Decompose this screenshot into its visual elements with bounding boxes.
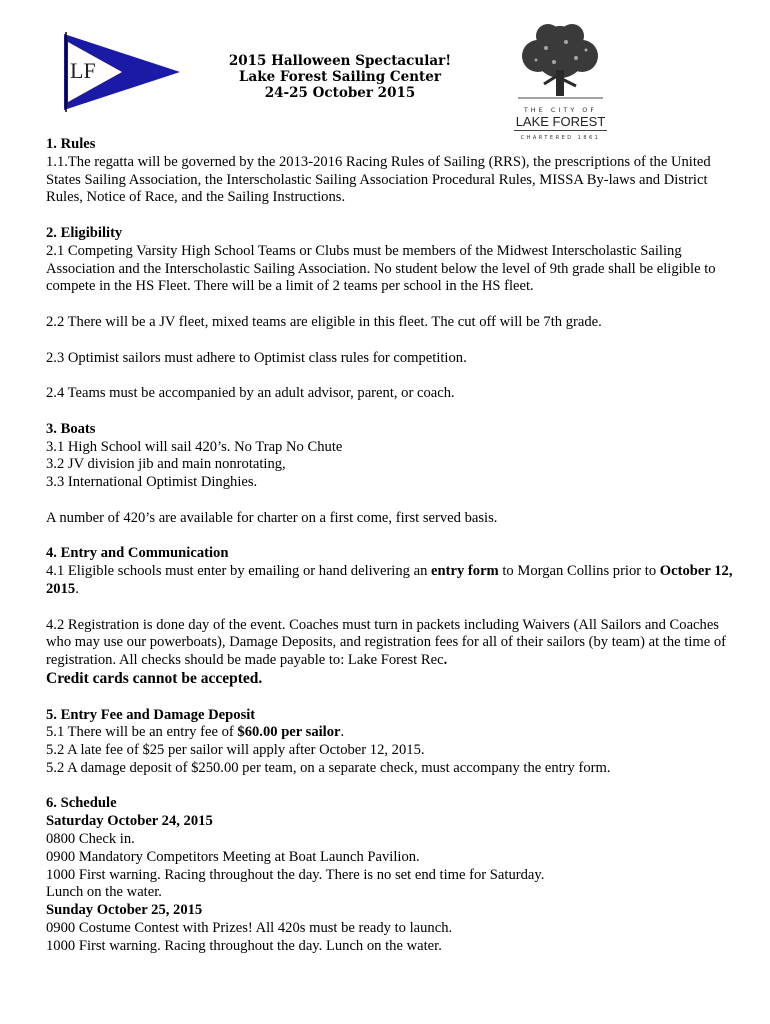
schedule-item: Lunch on the water. [46, 884, 162, 901]
document-body [46, 136, 736, 956]
schedule-item: 0800 Check in. [46, 831, 135, 848]
entry-form-emphasis: entry form [431, 563, 499, 580]
boats-3-3: 3.3 International Optimist Dinghies. [46, 474, 258, 491]
section-heading-fees: 5. Entry Fee and Damage Deposit [46, 706, 256, 723]
entry-deadline: October 12, 2015 [46, 563, 733, 597]
boats-3-1: 3.1 High School will sail 420’s. No Trap No Chute [46, 438, 343, 455]
boats-3-2: 3.2 JV division jib and main nonrotating, [46, 456, 286, 473]
tree-icon [508, 22, 613, 106]
section-heading-entry: 4. Entry and Communication [46, 545, 229, 562]
section-heading-rules: 1. Rules [46, 136, 96, 152]
eligibility-2-3: 2.3 Optimist sailors must adhere to Optimist class rules for competition. [46, 349, 467, 366]
fee-5-1: 5.1 There will be an entry fee of $60.00 per sailor. [46, 724, 345, 741]
fee-5-2-late: 5.2 A late fee of $25 per sailor will apply after October 12, 2015. [46, 742, 425, 759]
logo-city-of: THE CITY OF [523, 106, 598, 114]
fee-5-2-deposit: 5.2 A damage deposit of $250.00 per team, on a separate check, must accompany the entry form. [46, 759, 611, 776]
schedule-item: 0900 Costume Contest with Prizes! All 420s must be ready to launch. [46, 920, 453, 937]
schedule-item: 1000 First warning. Racing throughout the day. Lunch on the water. [46, 937, 442, 954]
event-title: 2015 Halloween Spectacular! [228, 53, 452, 69]
credit-card-notice: Credit cards cannot be accepted. [46, 669, 263, 687]
event-venue: Lake Forest Sailing Center [239, 69, 441, 85]
rules-paragraph: 1.1.The regatta will be governed by the 2013-2016 Racing Rules of Sailing (RRS), the prescriptions of the United States Sailing Association, the Interscholastic Sailing Association Procedural Rules, MISSA By-laws and District Rules, Notice of Race, and the Sailing Instructions. [46, 153, 711, 206]
schedule-item: 0900 Mandatory Competitors Meeting at Boat Launch Pavilion. [46, 848, 420, 865]
logo-chartered: CHARTERED 1861 [520, 135, 601, 141]
entry-fee-amount: $60.00 per sailor [237, 724, 341, 741]
schedule-saturday-heading: Saturday October 24, 2015 [46, 813, 213, 830]
charter-note: A number of 420’s are available for charter on a first come, first served basis. [46, 509, 498, 526]
event-dates: 24-25 October 2015 [264, 85, 416, 101]
eligibility-2-1: 2.1 Competing Varsity High School Teams or Clubs must be members of the Midwest Interscholastic Sailing Association and the Interscholastic Sailing Association. No student below the level of 9th grade shall be eligible to compete in the HS Fleet. There will be a limit of 2 teams per school in the HS fleet. [46, 242, 716, 295]
eligibility-2-4: 2.4 Teams must be accompanied by an adult advisor, parent, or coach. [46, 385, 455, 402]
eligibility-2-2: 2.2 There will be a JV fleet, mixed teams are eligible in this fleet. The cut off will be 7th grade. [46, 313, 602, 330]
city-of-lake-forest-logo [508, 22, 613, 141]
section-heading-boats: 3. Boats [46, 420, 96, 437]
sailing-center-burgee-logo [62, 32, 182, 112]
event-title-block [205, 53, 475, 101]
entry-4-1: 4.1 Eligible schools must enter by emailing or hand delivering an entry form to Morgan Collins prior to October 12, 2015. [46, 563, 733, 597]
schedule-item: 1000 First warning. Racing throughout the day. There is no set end time for Saturday. [46, 866, 545, 883]
entry-4-2: 4.2 Registration is done day of the event. Coaches must turn in packets including Waivers (All Sailors and Coaches who may use our powerboats), Damage Deposits, and registration fees for all of their sailors (by team) at the time of registration. All checks should be made payable to: Lake Forest Rec. Credit cards cannot be accepted. [46, 616, 727, 687]
section-heading-schedule: 6. Schedule [46, 795, 117, 812]
burgee-letters: LF [70, 58, 96, 83]
section-heading-eligibility: 2. Eligibility [46, 224, 123, 241]
schedule-sunday-heading: Sunday October 25, 2015 [46, 902, 203, 919]
logo-lake-forest: LAKE FOREST [515, 114, 606, 129]
